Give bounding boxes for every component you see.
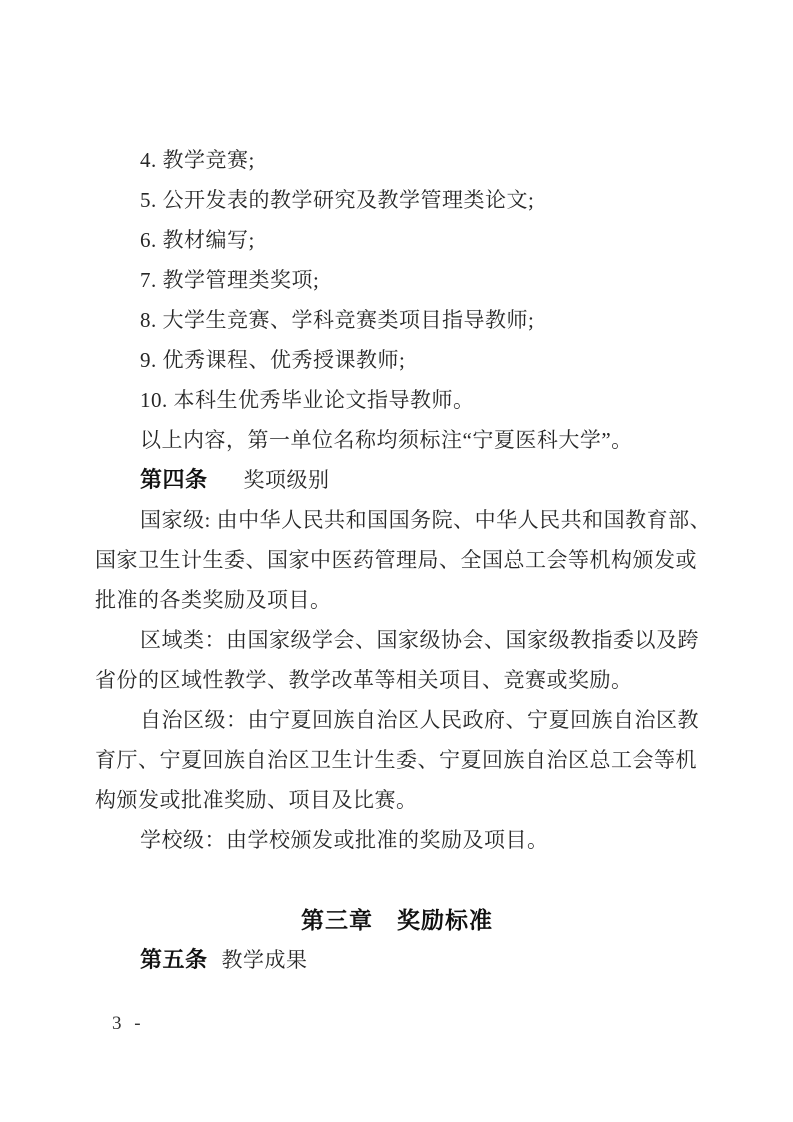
page-number: 3 -: [112, 1013, 145, 1034]
article-term: 第四条: [140, 467, 208, 492]
paragraph-note: 以上内容，第一单位名称均须标注“宁夏医科大学”。: [140, 428, 633, 452]
article-heading-4: [95, 460, 699, 500]
list-item-5: 5. 公开发表的教学研究及教学管理类论文;: [140, 188, 535, 212]
article-title: 教学成果: [221, 948, 308, 972]
paragraph-autonomous-line-1: 自治区级：由宁夏回族自治区人民政府、宁夏回族自治区教: [140, 708, 699, 732]
chapter-heading: 第三章 奖励标准: [301, 907, 493, 933]
list-item-7: 7. 教学管理类奖项;: [140, 268, 320, 292]
paragraph-school-level: 学校级：由学校颁发或批准的奖励及项目。: [140, 828, 549, 852]
document-body: [95, 140, 712, 980]
list-item-10: 10. 本科生优秀毕业论文指导教师。: [140, 388, 475, 412]
article-title: 奖项级别: [243, 468, 330, 492]
paragraph-autonomous-line-2: 育厅、宁夏回族自治区卫生计生委、宁夏回族自治区总工会等机: [95, 748, 697, 772]
paragraph-national-line-2: 国家卫生计生委、国家中医药管理局、全国总工会等机构颁发或: [95, 548, 697, 572]
paragraph-autonomous-line-3: 构颁发或批准奖励、项目及比赛。: [95, 788, 418, 812]
paragraph-regional-line-2: 省份的区域性教学、教学改革等相关项目、竞赛或奖励。: [95, 668, 633, 692]
list-item-9: 9. 优秀课程、优秀授课教师;: [140, 348, 406, 372]
blank-line: [95, 860, 699, 900]
list-item-8: 8. 大学生竞赛、学科竞赛类项目指导教师;: [140, 308, 535, 332]
article-term: 第五条: [140, 947, 208, 972]
paragraph-regional-line-1: 区域类：由国家级学会、国家级协会、国家级教指委以及跨: [140, 628, 699, 652]
list-item-4: 4. 教学竞赛;: [140, 148, 255, 172]
list-item-6: 6. 教材编写;: [140, 228, 255, 252]
paragraph-national-line-3: 批准的各类奖励及项目。: [95, 588, 332, 612]
paragraph-national-line-1: 国家级: 由中华人民共和国国务院、中华人民共和国教育部、: [140, 508, 712, 532]
article-heading-5: [95, 940, 699, 980]
